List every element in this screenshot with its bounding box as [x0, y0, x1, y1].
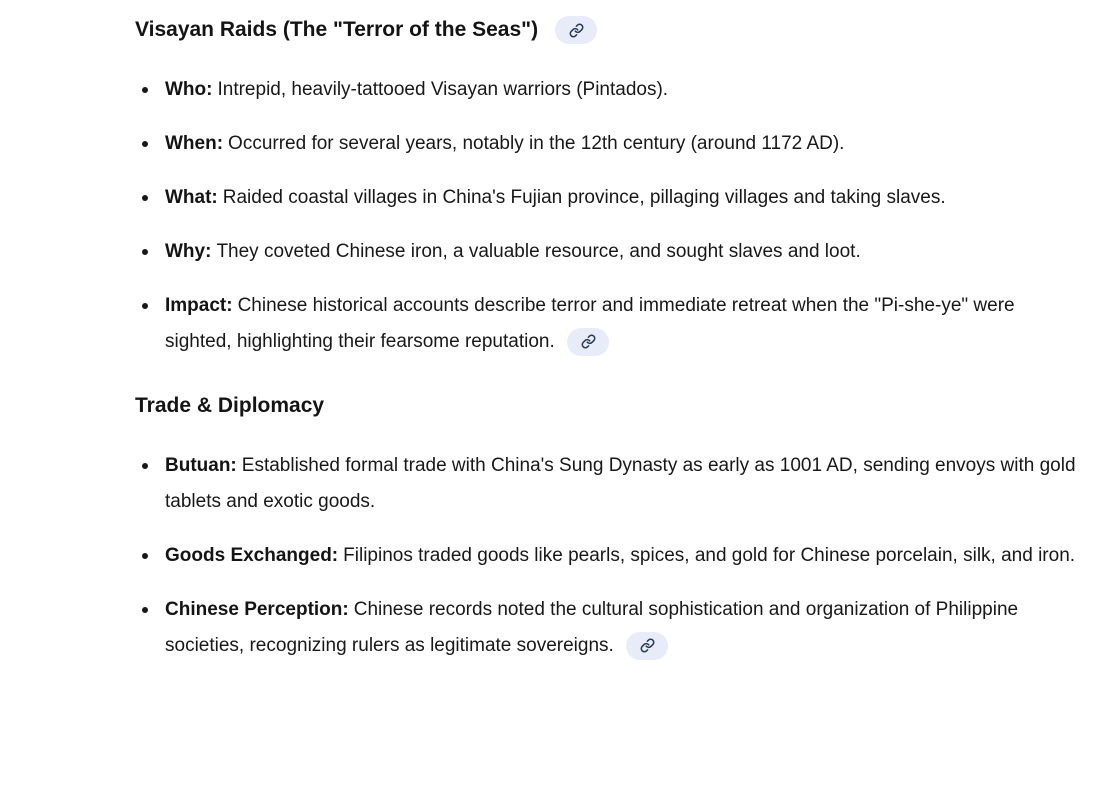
- link-icon: [581, 334, 596, 349]
- citation-link-button[interactable]: [555, 16, 597, 44]
- item-label: Chinese Perception:: [165, 599, 349, 620]
- list-item: [165, 538, 1083, 574]
- link-icon: [569, 23, 584, 38]
- section-heading: [135, 16, 1083, 44]
- section-heading: [135, 392, 1083, 420]
- section-heading-text: Visayan Raids (The "Terror of the Seas"): [135, 18, 539, 41]
- list-item: [165, 448, 1083, 520]
- item-text: They coveted Chinese iron, a valuable resource, and sought slaves and loot.: [216, 241, 861, 262]
- item-text: Raided coastal villages in China's Fujian province, pillaging villages and taking slaves.: [222, 187, 946, 208]
- link-icon: [640, 638, 655, 653]
- list-item: [165, 234, 1083, 270]
- item-text: Occurred for several years, notably in the 12th century (around 1172 AD).: [228, 133, 845, 154]
- item-label: Butuan:: [165, 455, 237, 476]
- list-item: [165, 126, 1083, 162]
- item-label: What:: [165, 187, 218, 208]
- bullet-list: [135, 448, 1083, 664]
- list-item: [165, 288, 1083, 360]
- item-label: Goods Exchanged:: [165, 545, 339, 566]
- citation-link-button[interactable]: [567, 328, 609, 356]
- list-item: [165, 180, 1083, 216]
- item-text: Chinese historical accounts describe terror and immediate retreat when the "Pi-she-ye" were sighted, highlighting their fearsome reputation.: [165, 295, 1015, 352]
- item-label: Impact:: [165, 295, 233, 316]
- section-visayan-raids: [135, 16, 1083, 360]
- item-label: When:: [165, 133, 224, 154]
- item-text: Filipinos traded goods like pearls, spices, and gold for Chinese porcelain, silk, and iron.: [343, 545, 1076, 566]
- list-item: [165, 592, 1083, 664]
- section-heading-text: Trade & Diplomacy: [135, 394, 325, 417]
- section-trade-diplomacy: [135, 392, 1083, 664]
- citation-link-button[interactable]: [626, 632, 668, 660]
- list-item: [165, 72, 1083, 108]
- bullet-list: [135, 72, 1083, 360]
- item-label: Who:: [165, 79, 213, 100]
- item-text: Established formal trade with China's Sung Dynasty as early as 1001 AD, sending envoys with gold tablets and exotic goods.: [165, 455, 1076, 512]
- item-label: Why:: [165, 241, 212, 262]
- item-text: Chinese records noted the cultural sophistication and organization of Philippine societies, recognizing rulers as legitimate sovereigns.: [165, 599, 1019, 656]
- item-text: Intrepid, heavily-tattooed Visayan warriors (Pintados).: [217, 79, 669, 100]
